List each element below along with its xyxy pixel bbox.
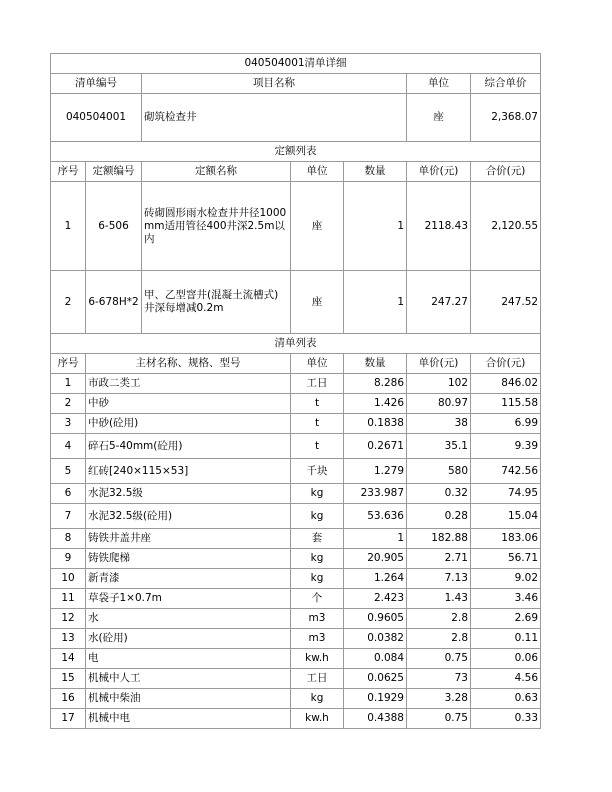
quota-qty: 1: [344, 182, 407, 271]
table-row: [51, 459, 541, 484]
material-header-name: 主材名称、规格、型号: [86, 354, 291, 374]
material-qty: 0.1838: [344, 414, 407, 434]
quota-name: 甲、乙型窨井(混凝土流槽式)井深每增减0.2m: [142, 271, 291, 334]
material-unit-price: 7.13: [407, 569, 471, 589]
material-no: 7: [51, 504, 86, 529]
material-unit: kw.h: [291, 649, 344, 669]
quota-code: 6-506: [86, 182, 142, 271]
material-unit: 套: [291, 529, 344, 549]
material-no: 6: [51, 484, 86, 504]
material-unit-price: 3.28: [407, 689, 471, 709]
material-unit: t: [291, 414, 344, 434]
material-total: 9.02: [471, 569, 541, 589]
table-row: [51, 414, 541, 434]
material-no: 10: [51, 569, 86, 589]
material-total: 0.06: [471, 649, 541, 669]
material-unit-price: 2.71: [407, 549, 471, 569]
material-name: 红砖[240×115×53]: [86, 459, 291, 484]
material-unit-price: 182.88: [407, 529, 471, 549]
quota-total: 247.52: [471, 271, 541, 334]
material-total: 9.39: [471, 434, 541, 459]
quota-header-unit: 单位: [291, 162, 344, 182]
material-total: 183.06: [471, 529, 541, 549]
material-qty: 1.279: [344, 459, 407, 484]
material-unit-price: 73: [407, 669, 471, 689]
material-qty: 53.636: [344, 504, 407, 529]
material-header-qty: 数量: [344, 354, 407, 374]
material-unit: m3: [291, 609, 344, 629]
table-row: [51, 484, 541, 504]
material-unit-price: 1.43: [407, 589, 471, 609]
material-no: 14: [51, 649, 86, 669]
material-total: 74.95: [471, 484, 541, 504]
material-qty: 233.987: [344, 484, 407, 504]
table-row: [51, 394, 541, 414]
material-name: 机械中柴油: [86, 689, 291, 709]
table-row: [51, 434, 541, 459]
quota-unit: 座: [291, 271, 344, 334]
material-no: 4: [51, 434, 86, 459]
table-row: [51, 549, 541, 569]
material-unit-price: 80.97: [407, 394, 471, 414]
table-row: [51, 609, 541, 629]
material-unit-price: 35.1: [407, 434, 471, 459]
material-qty: 0.0382: [344, 629, 407, 649]
material-unit-price: 0.75: [407, 649, 471, 669]
material-qty: 0.084: [344, 649, 407, 669]
material-name: 新青漆: [86, 569, 291, 589]
material-name: 水: [86, 609, 291, 629]
material-name: 中砂(砼用): [86, 414, 291, 434]
material-header-unit-price: 单价(元): [407, 354, 471, 374]
material-no: 15: [51, 669, 86, 689]
material-unit-price: 0.32: [407, 484, 471, 504]
material-no: 13: [51, 629, 86, 649]
material-qty: 0.4388: [344, 709, 407, 729]
material-no: 1: [51, 374, 86, 394]
material-total: 0.63: [471, 689, 541, 709]
material-no: 8: [51, 529, 86, 549]
material-name: 水(砼用): [86, 629, 291, 649]
quota-row: [51, 271, 541, 334]
material-qty: 1.426: [344, 394, 407, 414]
material-unit: kg: [291, 549, 344, 569]
material-unit: t: [291, 434, 344, 459]
material-unit-price: 2.8: [407, 609, 471, 629]
material-total: 4.56: [471, 669, 541, 689]
material-unit: kg: [291, 504, 344, 529]
header-bill-code: 清单编号: [51, 74, 142, 94]
table-row: [51, 374, 541, 394]
quota-header-name: 定额名称: [142, 162, 291, 182]
material-header-total: 合价(元): [471, 354, 541, 374]
table-row: [51, 669, 541, 689]
material-total: 2.69: [471, 609, 541, 629]
material-unit-price: 0.75: [407, 709, 471, 729]
header-unit-price: 综合单价: [471, 74, 541, 94]
material-no: 3: [51, 414, 86, 434]
material-unit: 工日: [291, 669, 344, 689]
quota-header-unit-price: 单价(元): [407, 162, 471, 182]
material-total: 846.02: [471, 374, 541, 394]
material-total: 3.46: [471, 589, 541, 609]
header-unit: 单位: [407, 74, 471, 94]
material-section-title: 清单列表: [51, 334, 541, 354]
material-unit: 个: [291, 589, 344, 609]
material-name: 市政二类工: [86, 374, 291, 394]
material-qty: 0.2671: [344, 434, 407, 459]
bill-price: 2,368.07: [471, 94, 541, 142]
table-row: [51, 689, 541, 709]
material-name: 草袋子1×0.7m: [86, 589, 291, 609]
material-name: 碎石5-40mm(砼用): [86, 434, 291, 459]
material-name: 机械中电: [86, 709, 291, 729]
material-header-unit: 单位: [291, 354, 344, 374]
quota-table: [50, 142, 541, 334]
material-unit: kg: [291, 689, 344, 709]
material-header-row: [51, 354, 541, 374]
quota-header-row: [51, 162, 541, 182]
quota-header-qty: 数量: [344, 162, 407, 182]
material-no: 12: [51, 609, 86, 629]
quota-no: 1: [51, 182, 86, 271]
bill-item-row: [51, 94, 541, 142]
material-unit-price: 38: [407, 414, 471, 434]
bill-code: 040504001: [51, 94, 142, 142]
quota-header-no: 序号: [51, 162, 86, 182]
material-qty: 0.1929: [344, 689, 407, 709]
bill-item-name: 砌筑检查井: [142, 94, 407, 142]
material-total: 742.56: [471, 459, 541, 484]
table-row: [51, 504, 541, 529]
material-name: 铸铁爬梯: [86, 549, 291, 569]
quota-unit: 座: [291, 182, 344, 271]
quota-unit-price: 247.27: [407, 271, 471, 334]
material-unit: kg: [291, 484, 344, 504]
material-no: 17: [51, 709, 86, 729]
material-name: 水泥32.5级: [86, 484, 291, 504]
quota-header-total: 合价(元): [471, 162, 541, 182]
quota-unit-price: 2118.43: [407, 182, 471, 271]
material-header-no: 序号: [51, 354, 86, 374]
quota-no: 2: [51, 271, 86, 334]
table-row: [51, 569, 541, 589]
quota-code: 6-678H*2: [86, 271, 142, 334]
quota-qty: 1: [344, 271, 407, 334]
material-no: 11: [51, 589, 86, 609]
material-unit: kw.h: [291, 709, 344, 729]
table-row: [51, 629, 541, 649]
quota-name: 砖砌圆形雨水检查井井径1000mm适用管径400井深2.5m以内: [142, 182, 291, 271]
material-total: 0.11: [471, 629, 541, 649]
sheet-title: 040504001清单详细: [51, 54, 541, 74]
material-qty: 1: [344, 529, 407, 549]
material-unit: 工日: [291, 374, 344, 394]
material-no: 16: [51, 689, 86, 709]
table-row: [51, 529, 541, 549]
material-name: 机械中人工: [86, 669, 291, 689]
table-row: [51, 649, 541, 669]
material-name: 电: [86, 649, 291, 669]
material-qty: 0.0625: [344, 669, 407, 689]
bill-detail-sheet: [50, 53, 540, 729]
material-total: 115.58: [471, 394, 541, 414]
material-name: 水泥32.5级(砼用): [86, 504, 291, 529]
material-unit: m3: [291, 629, 344, 649]
material-unit-price: 102: [407, 374, 471, 394]
material-qty: 1.264: [344, 569, 407, 589]
material-qty: 2.423: [344, 589, 407, 609]
quota-header-code: 定额编号: [86, 162, 142, 182]
material-no: 2: [51, 394, 86, 414]
quota-section-title: 定额列表: [51, 142, 541, 162]
material-name: 中砂: [86, 394, 291, 414]
bill-table: [50, 53, 541, 142]
bill-unit: 座: [407, 94, 471, 142]
material-total: 6.99: [471, 414, 541, 434]
material-table: [50, 334, 541, 729]
material-total: 0.33: [471, 709, 541, 729]
material-rows: [51, 374, 541, 729]
material-qty: 20.905: [344, 549, 407, 569]
material-unit-price: 580: [407, 459, 471, 484]
table-row: [51, 709, 541, 729]
material-no: 5: [51, 459, 86, 484]
material-unit: 千块: [291, 459, 344, 484]
table-row: [51, 589, 541, 609]
material-no: 9: [51, 549, 86, 569]
material-qty: 0.9605: [344, 609, 407, 629]
material-unit-price: 2.8: [407, 629, 471, 649]
material-qty: 8.286: [344, 374, 407, 394]
material-unit: kg: [291, 569, 344, 589]
bill-header-row: [51, 74, 541, 94]
material-total: 15.04: [471, 504, 541, 529]
material-name: 铸铁井盖井座: [86, 529, 291, 549]
material-unit-price: 0.28: [407, 504, 471, 529]
quota-row: [51, 182, 541, 271]
header-item-name: 项目名称: [142, 74, 407, 94]
material-total: 56.71: [471, 549, 541, 569]
quota-total: 2,120.55: [471, 182, 541, 271]
material-unit: t: [291, 394, 344, 414]
